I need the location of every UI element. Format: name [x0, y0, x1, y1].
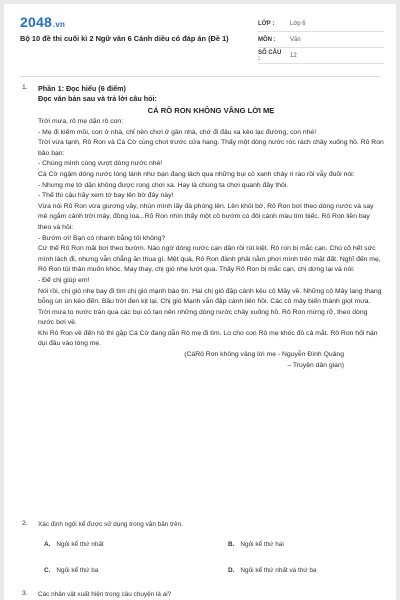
header-divider	[20, 76, 380, 77]
passage-paragraph: Cá Cờ ngậm dòng nước lóng lánh như bạn đang lách qua những bụi cỏ xanh chảy ri rào rồi vẫy đuôi nói:	[38, 170, 355, 178]
passage-paragraph: Trời vừa tạnh, Rô Ron và Cá Cờ cùng chơi trước cửa hang. Thấy một dòng nước róc rách chảy xuống hồ. Rô Ron bảo bạn:	[38, 139, 384, 157]
option-c[interactable]: C. Ngôi kể thứ ba	[44, 567, 99, 574]
passage-paragraph: Trời mưa, rô mẹ dặn rô con:	[38, 118, 124, 125]
question-3	[22, 590, 384, 600]
document-title: Bộ 10 đề thi cuối kì 2 Ngữ văn 6 Cánh diều có đáp án (Đề 1)	[20, 34, 229, 43]
meta-class	[258, 16, 384, 32]
meta-subject	[258, 32, 384, 48]
meta-label: SỐ CÂU :	[258, 49, 282, 62]
passage-source: – Truyện dân gian)	[287, 361, 344, 369]
passage-paragraph: - Chúng mình cùng vượt dòng nước nhé!	[38, 160, 163, 168]
option-a[interactable]: A. Ngôi kể thứ nhất	[44, 541, 104, 548]
part-heading: Phần 1: Đọc hiểu (6 điểm)	[38, 84, 126, 93]
question-number: 3.	[22, 590, 28, 597]
passage-paragraph: Cứ thế Rô Ron mải bơi theo bướm. Nào ngờ dòng nước cạn dần rồi rút kiệt. Rô ron bị mắc cạn. Chú cố hết sức mình lách đi, nhưng vẫn chẳng ăn thua gì. Mệt quá, Rô Ron đành phải nằm phơi mình trên mặt đất. Nghĩ đến mẹ, Rô Ron tủi thân muốn khóc. May thay, chị gió nhẹ lướt qua. Thấy Rô Ron bị mắc cạn, chị dừng lại và nói:	[38, 245, 381, 274]
document-header	[4, 4, 396, 70]
question-number: 1.	[22, 84, 28, 91]
option-d[interactable]: D. Ngôi kể thứ nhất và thứ ba	[228, 567, 317, 574]
meta-label: MÔN :	[258, 36, 276, 43]
passage-paragraph: - Nhưng mẹ tớ dặn không được rong chơi xa. Hay là chúng ta chơi quanh đây thôi.	[38, 181, 289, 189]
passage-paragraph: - Để chị giúp em!	[38, 276, 90, 284]
instruction: Đọc văn bản sau và trả lời câu hỏi:	[38, 94, 157, 103]
question-text: Xác định ngôi kể được sử dụng trong văn bản trên.	[38, 521, 183, 528]
passage-paragraph: - Bướm ơi! Bạn có nhanh bằng tôi không?	[38, 234, 166, 242]
passage-paragraph: Vừa nói Rô Ron vừa giương vây, nhún mình lấy đà phóng lên. Lên khỏi bờ, Rô Ron bơi theo dòng nước và say mê ngắm cảnh trời mây, đồng lúa...Rô Ron nhìn thấy một cô bướm có đôi cánh màu tím biếc. Rô Ron liền bay theo và hỏi:	[38, 202, 374, 231]
site-logo[interactable]: 2048.vn	[20, 14, 66, 30]
question-2	[22, 520, 384, 582]
document-page	[4, 4, 396, 600]
question-1	[22, 84, 384, 371]
question-text: Các nhân vật xuất hiện trong câu chuyện là ai?	[38, 591, 172, 598]
passage-source: (CáRô Ron không vâng lời mẹ - Nguyễn Đình Quảng	[184, 351, 344, 359]
option-b[interactable]: B. Ngôi kể thứ hai	[228, 541, 284, 548]
passage-title: CÁ RÔ RON KHÔNG VÂNG LỜI MẸ	[147, 106, 275, 115]
meta-value: 12	[290, 52, 297, 59]
meta-label: LỚP :	[258, 20, 275, 27]
passage-paragraph: - Mẹ đi kiếm mồi, con ở nhà, chỉ nên chơi ở gần nhà, chớ đi đâu xa kẻo lạc đường, con nhé!	[38, 128, 317, 136]
question-number: 2.	[22, 520, 28, 527]
passage-paragraph: Khi Rô Ron về đến hồ thì gặp Cá Cờ đang dẫn Rô mẹ đi tìm. Lo cho con Rô mẹ khóc đỏ cả mắt. Rô Ron hối hận dụi đầu vào lòng mẹ.	[38, 329, 378, 348]
passage-paragraph: Nói rồi, chị gió nhẹ bay đi tìm chị gió mạnh báo tin. Hai chị gió đập cánh kêu cô Mây về. Những cô Mây lang thang bỗng ùn ùn kéo đến. Bầu trời đen kịt lại. Chị gió Mạnh vẫn đập cánh liên hồi. Các cô mây biến thành giọt mưa. Trời mưa to nước tràn qua các bụi cỏ tạo nên những dòng nước chảy xuống hồ. Rô Ron mừng rỡ, theo dòng nước bơi về.	[38, 287, 382, 327]
meta-question-count	[258, 48, 384, 64]
document-meta	[258, 16, 384, 64]
meta-value: Lớp 6	[290, 20, 306, 27]
answer-options	[38, 538, 384, 582]
meta-value: Văn	[290, 36, 301, 43]
passage-paragraph: - Thế thì cậu hãy xem tớ bay lên bờ đây này!	[38, 192, 174, 200]
